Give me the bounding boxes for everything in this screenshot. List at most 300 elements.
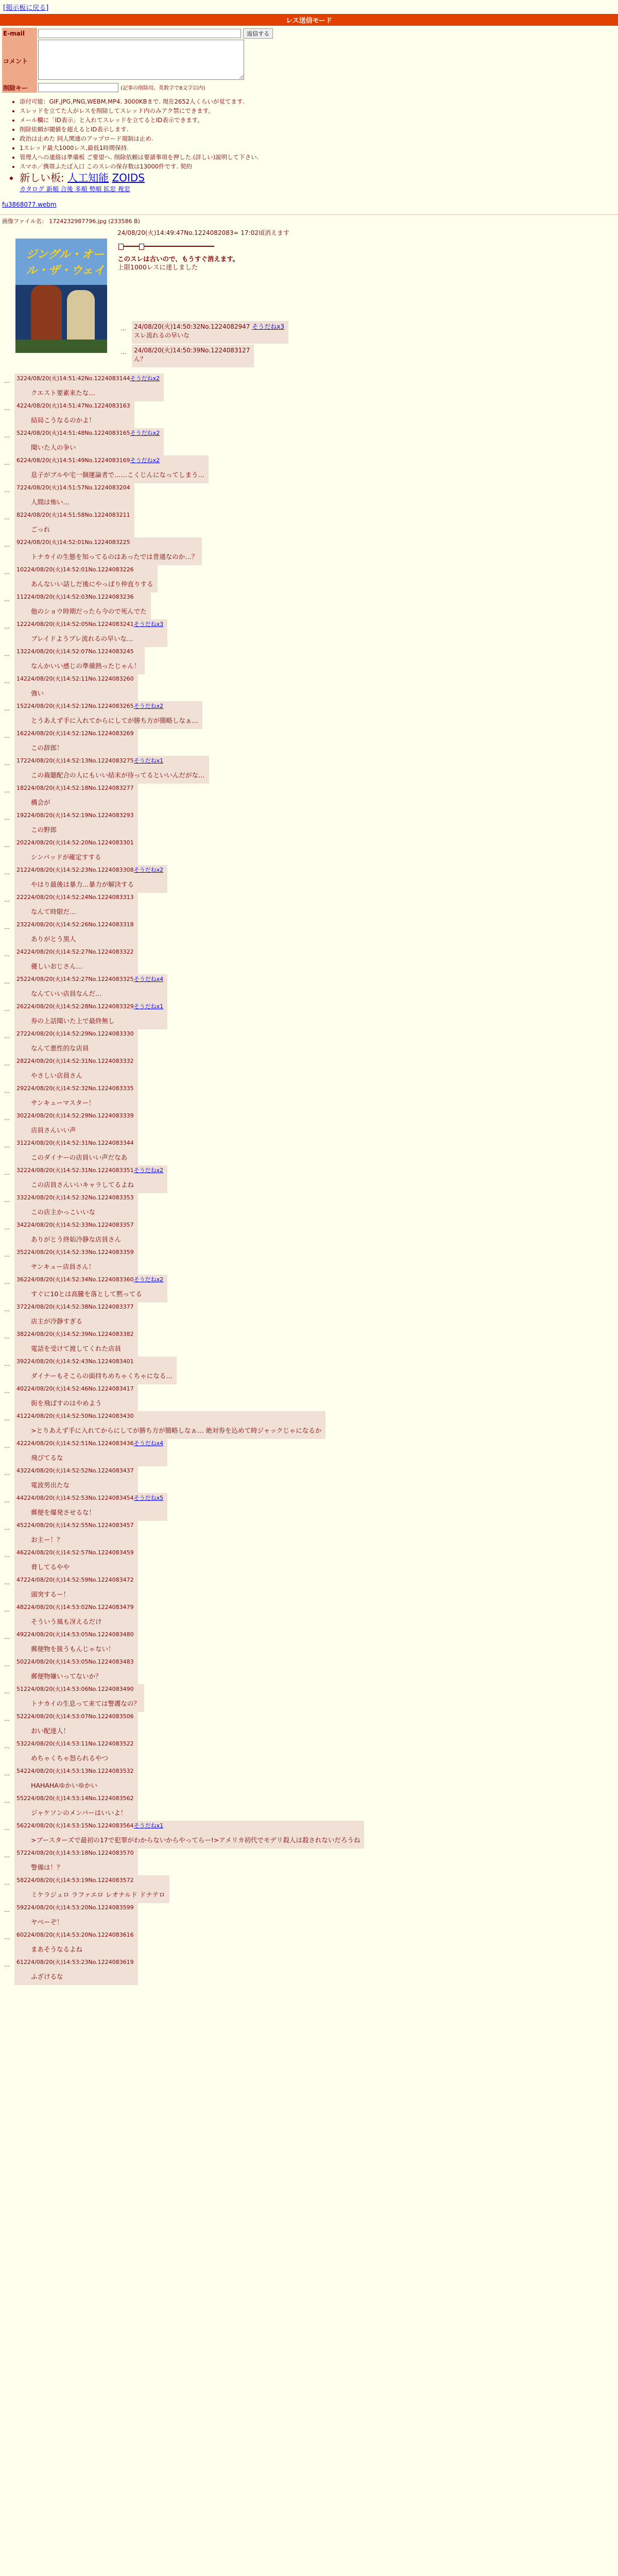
reply-date: 24/08/20(火)14:52:32No.1224083353 (27, 1194, 134, 1201)
reply-row (2, 1575, 618, 1602)
reply-date: 24/08/20(火)14:52:52No.1224083437 (27, 1467, 134, 1474)
reply-box (14, 1438, 167, 1466)
reply-dash: … (4, 978, 10, 985)
reply-row (2, 1520, 618, 1548)
reply-dash: … (4, 1606, 10, 1613)
sodane-link[interactable]: そうだねx1 (133, 1822, 164, 1829)
reply-row (2, 1466, 618, 1493)
reply-box (14, 1711, 138, 1739)
reply-box (14, 838, 138, 866)
reply-row (2, 1711, 618, 1739)
reply-box (14, 401, 134, 429)
reply-date: 24/08/20(火)14:52:26No.1224083318 (27, 921, 134, 928)
reply-row (2, 1657, 618, 1684)
reply-header: 24/08/20(火)14:50:39No.1224083127 (134, 347, 250, 354)
reply-date: 24/08/20(火)14:52:28No.1224083329 (27, 1003, 134, 1010)
reply-row (2, 783, 618, 810)
reply-box (14, 947, 138, 975)
reply-dash: … (4, 1443, 10, 1449)
reply-dash: … (4, 1170, 10, 1176)
reply-box (14, 974, 167, 1002)
reply-date: 24/08/20(火)14:52:01No.1224083226 (27, 566, 134, 573)
reply-date: 24/08/20(火)14:51:48No.1224083165 (24, 430, 130, 436)
reply-number: 192 (16, 812, 27, 819)
reply-box (14, 674, 138, 702)
reply-date: 24/08/20(火)14:51:42No.1224083144 (24, 375, 130, 382)
reply-dash: … (4, 541, 10, 548)
back-to-board-link[interactable]: [掲示板に戻る] (3, 4, 49, 12)
reply-body: 郵便物を扱うもんじゃない！ (31, 1645, 115, 1653)
reply-body: 電話を受けて渡してくれた店員 (31, 1345, 122, 1352)
sodane-link[interactable]: そうだねx2 (133, 1276, 164, 1283)
reply-row (2, 974, 618, 1002)
reply-form (2, 28, 618, 93)
reply-number: 602 (16, 1931, 27, 1938)
reply-list (0, 374, 618, 1985)
reply-dash: … (4, 705, 10, 712)
reply-box (14, 1684, 144, 1712)
reply-row (2, 1302, 618, 1329)
reply-number: 122 (16, 621, 27, 628)
reply-box (14, 810, 138, 838)
sodane-link[interactable]: そうだねx2 (133, 1167, 164, 1174)
reply-dash: … (4, 1306, 10, 1313)
reply-dash: … (4, 1251, 10, 1258)
reply-date: 24/08/20(火)14:52:32No.1224083335 (27, 1085, 134, 1092)
reply-date: 24/08/20(火)14:52:38No.1224083377 (27, 1303, 134, 1310)
rule-item: • 1スレッド最大1000レス,最低1時間保持. (20, 143, 618, 152)
reply-header (16, 1330, 134, 1338)
op-slider[interactable] (118, 244, 216, 249)
reply-body: このダイナーの店員いい声だなあ (31, 1154, 128, 1161)
reply-dash: … (4, 760, 10, 767)
op-thumbnail-image[interactable] (15, 239, 107, 353)
reply-box (14, 1302, 138, 1330)
reply-row (2, 865, 618, 892)
reply-box (14, 1165, 167, 1193)
reply-row (2, 1220, 618, 1247)
reply-header (16, 921, 134, 929)
reply-number: 432 (16, 1467, 27, 1474)
reply-number: 292 (16, 1085, 27, 1092)
reply-body: とうあえず手に入れてからにしてが勝ち方が簡略しなぁ… (31, 717, 199, 724)
reply-box (14, 783, 138, 811)
reply-dash: … (4, 1279, 10, 1285)
reply-date: 24/08/20(火)14:52:51No.1224083436 (27, 1440, 134, 1447)
reply-row (2, 701, 618, 728)
reply-body: トナカイの生息って来ては警護なの？ (31, 1700, 140, 1707)
reply-number: 482 (16, 1604, 27, 1611)
new-boards-prefix: 新しい板: (20, 172, 68, 184)
reply-date: 24/08/20(火)14:52:19No.1224083293 (27, 812, 134, 819)
reply-dash: … (4, 623, 10, 630)
reply-date: 24/08/20(火)14:53:11No.1224083522 (27, 1740, 134, 1747)
reply-dash: … (4, 1033, 10, 1040)
reply-header (16, 1822, 360, 1830)
reply-dash: … (4, 1524, 10, 1531)
reply-row (2, 1357, 618, 1384)
reply-number: 452 (16, 1522, 27, 1529)
reply-box (14, 1875, 169, 1903)
reply-dash: … (4, 1497, 10, 1504)
reply-row (2, 1329, 618, 1357)
reply-dash: … (4, 678, 10, 685)
reply-number: 372 (16, 1303, 27, 1310)
reply-dash: … (4, 1961, 10, 1968)
reply-date: 24/08/20(火)14:53:15No.1224083564 (27, 1822, 134, 1829)
sodane-link[interactable]: そうだねx1 (133, 1003, 164, 1010)
reply-box (14, 1575, 138, 1603)
reply-header (16, 1794, 134, 1803)
reply-body: 脅してるやや (31, 1563, 70, 1571)
reply-box (14, 1466, 138, 1494)
catalog-links-text[interactable]: カタログ 新順 合後 多順 勢順 拡窓 複窓 (20, 185, 130, 193)
reply-body: >ブースターズで最初の17で犯罪がわからないからやってらー!>アメリカ初代でモデリ殺人は殺されないだろうね (31, 1836, 360, 1844)
reply-body: ありがとう終始冷静な店員さん (31, 1235, 122, 1243)
reply-row (2, 401, 618, 428)
reply-number: 442 (16, 1495, 27, 1501)
reply-body: 券の上話聞いた上で最終無し (31, 1017, 115, 1025)
reply-header (16, 1303, 134, 1311)
reply-header (16, 1904, 134, 1912)
reply-box (14, 1056, 138, 1084)
reply-date: 24/08/20(火)14:51:58No.1224083211 (24, 512, 130, 518)
reply-header (16, 375, 160, 383)
reply-number: 162 (16, 730, 27, 737)
reply-body: ふざけるな (31, 1973, 63, 1980)
reply-row (2, 537, 618, 565)
reply-box (14, 1630, 138, 1657)
reply-body: 優しいおじさん… (31, 962, 83, 970)
nested-reply-1 (121, 321, 288, 344)
sodane-link[interactable]: そうだねx2 (130, 430, 160, 436)
nested-reply-2 (121, 345, 254, 367)
reply-dash: … (4, 1688, 10, 1695)
reply-header (16, 1194, 134, 1202)
reply-box (14, 1384, 138, 1412)
delete-key-field[interactable] (38, 83, 118, 92)
reply-row (2, 1630, 618, 1657)
reply-row (2, 1766, 618, 1793)
reply-date: 24/08/20(火)14:52:03No.1224083236 (27, 594, 134, 600)
reply-row (2, 510, 618, 537)
rule-item: • スマホ／携帯ふたば入口 このスレの保存数は13000件です. 契約 (20, 162, 618, 171)
reply-dash: … (4, 378, 10, 384)
rule-item: • 添付可能：GIF,JPG,PNG,WEBM,MP4. 3000KBまで. 現在2652人くらいが見てます. (20, 97, 618, 106)
reply-number: 182 (16, 785, 27, 791)
reply-box (14, 1111, 138, 1139)
reply-number: 562 (16, 1822, 27, 1829)
reply-header (16, 975, 163, 984)
reply-box (14, 1083, 138, 1111)
reply-date: 24/08/20(火)14:52:50No.1224083430 (27, 1413, 134, 1419)
reply-box (14, 1138, 138, 1166)
reply-box (14, 865, 167, 893)
reply-row (2, 728, 618, 756)
reply-header (16, 1849, 134, 1857)
reply-box (14, 1520, 138, 1548)
reply-number: 492 (16, 1631, 27, 1638)
reply-number: 102 (16, 566, 27, 573)
reply-header (16, 1931, 134, 1939)
reply-row (2, 1739, 618, 1766)
reply-body: 警備は！？ (31, 1863, 63, 1871)
reply-body: ヤベーぞ！ (31, 1918, 63, 1926)
reply-header (16, 1112, 134, 1120)
op-body (117, 255, 239, 272)
reply-dash: … (4, 1825, 10, 1832)
reply-body: なんて時限だ… (31, 908, 76, 916)
reply-header (16, 429, 160, 437)
thread-file-link[interactable]: fu3868077.webm (2, 201, 57, 208)
reply-header (16, 1876, 165, 1885)
sodane-link[interactable]: そうだねx4 (133, 976, 164, 982)
reply-date: 24/08/20(火)14:51:47No.1224083163 (24, 402, 130, 409)
reply-number: 222 (16, 894, 27, 901)
reply-header (16, 839, 134, 847)
reply-number: 42 (16, 402, 24, 409)
reply-date: 24/08/20(火)14:52:13No.1224083275 (27, 757, 134, 764)
reply-dash: … (4, 1197, 10, 1204)
reply-header (16, 893, 134, 902)
reply-body: 聞いた人の争い (31, 444, 76, 451)
reply-box (14, 565, 158, 592)
sodane-link[interactable]: そうだねx2 (130, 375, 160, 382)
reply-dash: … (4, 733, 10, 739)
reply-row (2, 1957, 618, 1985)
reply-number: 402 (16, 1385, 27, 1392)
sodane-link[interactable]: そうだねx3 (133, 621, 164, 628)
reply-body: この辞郎！ (31, 744, 63, 752)
reply-box (14, 1247, 138, 1275)
reply-body: この野郎 (31, 826, 57, 834)
reply-number: 472 (16, 1577, 27, 1583)
reply-dash: … (121, 325, 126, 332)
reply-dash: … (4, 1770, 10, 1777)
reply-row (2, 483, 618, 510)
reply-dash: … (4, 651, 10, 657)
reply-row (2, 1903, 618, 1930)
comment-label: コメント (2, 39, 37, 82)
reply-header (16, 784, 134, 792)
reply-number: 382 (16, 1331, 27, 1337)
reply-header (16, 1439, 163, 1448)
reply-date: 24/08/20(火)14:52:53No.1224083454 (27, 1495, 134, 1501)
reply-date: 24/08/20(火)14:53:13No.1224083532 (27, 1768, 134, 1774)
reply-date: 24/08/20(火)14:52:23No.1224083308 (27, 867, 134, 873)
reply-row (2, 674, 618, 701)
reply-dash: … (4, 1388, 10, 1395)
reply-dash: … (4, 924, 10, 930)
sodane-link[interactable]: そうだねx2 (133, 703, 164, 709)
new-board-link-zoids[interactable]: ZOIDS (112, 172, 145, 184)
sodane-link[interactable]: そうだねx3 (252, 323, 285, 330)
reply-dash: … (4, 1415, 10, 1422)
reply-header (16, 1549, 134, 1557)
email-label: E-mail (2, 28, 37, 39)
sodane-link[interactable]: そうだねx1 (133, 757, 164, 764)
reply-body: 電波男出たな (31, 1481, 70, 1489)
reply-dash: … (4, 1716, 10, 1722)
reply-date: 24/08/20(火)14:53:07No.1224083506 (27, 1713, 134, 1720)
reply-box (132, 321, 288, 344)
reply-header (16, 1166, 163, 1175)
reply-box (14, 374, 164, 401)
reply-header (16, 484, 130, 492)
reply-number: 512 (16, 1686, 27, 1692)
reply-date: 24/08/20(火)14:52:12No.1224083269 (27, 730, 134, 737)
top-nav (0, 0, 618, 13)
reply-body: 郵便物嫌いってないか？ (31, 1672, 102, 1680)
sodane-link[interactable]: そうだねx4 (133, 1440, 164, 1447)
reply-header (16, 1003, 163, 1011)
reply-row (2, 1875, 618, 1903)
reply-dash: … (4, 1006, 10, 1012)
reply-body: HAHAHAゆかいゆかい (31, 1782, 97, 1789)
reply-header (16, 620, 163, 629)
op-body-line1: このスレは古いので、もうすぐ消えます。 (117, 255, 239, 263)
reply-row (2, 1848, 618, 1875)
comment-textarea[interactable] (38, 40, 244, 80)
reply-header (16, 1767, 134, 1775)
reply-body: 強い (31, 689, 44, 697)
reply-body: トナカイの生態を知ってるのはあったでは普通なのか…？ (31, 553, 198, 561)
reply-body: 店主が冷静すぎる (31, 1317, 83, 1325)
reply-dash: … (4, 1634, 10, 1640)
reply-header (16, 1658, 134, 1666)
reply-number: 502 (16, 1658, 27, 1665)
reply-dash: … (4, 1088, 10, 1094)
reply-body: この裁聴配合の人にもいい結末が待ってるといいんだがな… (31, 771, 205, 779)
reply-body: スレ流れるの早いな (134, 332, 190, 339)
reply-dash: … (4, 1142, 10, 1149)
reply-date: 24/08/20(火)14:52:43No.1224083401 (27, 1358, 134, 1365)
reply-header (16, 1248, 134, 1257)
rule-item: • 管理人への連絡は準備板 ご要望へ. 削除依頼は要請事項を押した.(詳しい)説明して下さい. (20, 152, 618, 162)
reply-number: 152 (16, 703, 27, 709)
reply-row (2, 374, 618, 401)
sodane-link[interactable]: そうだねx2 (133, 867, 164, 873)
reply-header (16, 1713, 134, 1721)
reply-body: ブレイドようブレ流れるの早いな… (31, 635, 133, 642)
reply-body: まあそうなるよね (31, 1945, 83, 1953)
reply-date: 24/08/20(火)14:52:55No.1224083457 (27, 1522, 134, 1529)
reply-box (14, 619, 167, 647)
reply-box (14, 510, 134, 538)
reply-box (14, 1657, 138, 1685)
reply-box (14, 1903, 138, 1930)
reply-dash: … (4, 1552, 10, 1558)
reply-number: 532 (16, 1740, 27, 1747)
reply-body: やさしい店員さん (31, 1072, 83, 1079)
reply-date: 24/08/20(火)14:52:01No.1224083225 (24, 539, 130, 546)
op-file-line (2, 217, 618, 225)
reply-row (2, 1684, 618, 1711)
reply-number: 522 (16, 1713, 27, 1720)
op-file-text: 画像ファイル名： 1724232987796.jpg (233586 B) (2, 218, 140, 225)
reply-number: 92 (16, 539, 24, 546)
reply-header (16, 1740, 134, 1748)
reply-row (2, 592, 618, 619)
reply-date: 24/08/20(火)14:51:49No.1224083169 (24, 457, 130, 464)
reply-body: ごっれ (31, 526, 50, 533)
reply-header (16, 511, 130, 519)
reply-header (16, 675, 134, 683)
reply-dash: … (4, 815, 10, 821)
reply-row (2, 1083, 618, 1111)
reply-date: 24/08/20(火)14:53:05No.1224083483 (27, 1658, 134, 1665)
reply-row (2, 647, 618, 674)
email-field[interactable] (38, 29, 241, 38)
reply-date: 24/08/20(火)14:52:27No.1224083322 (27, 948, 134, 955)
reply-body: すぐに10とは高騰を落として黙ってる (31, 1290, 142, 1298)
reply-row (2, 1930, 618, 1957)
reply-dash: … (4, 1060, 10, 1067)
reply-number: 412 (16, 1413, 27, 1419)
reply-date: 24/08/20(火)14:52:57No.1224083459 (27, 1549, 134, 1556)
new-board-link-ai[interactable]: 人工知能 (67, 172, 109, 184)
reply-body: サンキューマスター！ (31, 1099, 95, 1107)
sodane-link[interactable]: そうだねx2 (130, 457, 160, 464)
reply-header (16, 402, 130, 410)
reply-date: 24/08/20(火)14:52:20No.1224083301 (27, 839, 134, 846)
reply-number: 232 (16, 921, 27, 928)
op-header: 24/08/20(火)14:49:47No.1224082083= 17:02頃消えます (117, 229, 289, 236)
reply-body: この店主かっこいいな (31, 1208, 96, 1216)
reply-row (2, 838, 618, 865)
reply-date: 24/08/20(火)14:52:24No.1224083313 (27, 894, 134, 901)
reply-body: ありがとう黒人 (31, 935, 76, 943)
reply-row (2, 947, 618, 974)
reply-row (2, 920, 618, 947)
reply-row (2, 1247, 618, 1275)
reply-dash: … (4, 896, 10, 903)
reply-dash: … (4, 1579, 10, 1586)
reply-body: ダイナーもそこらの面持ちめちゃくちゃになる… (31, 1372, 173, 1380)
sodane-link[interactable]: そうだねx5 (133, 1495, 164, 1501)
reply-box (14, 1848, 138, 1876)
reply-row (2, 1111, 618, 1138)
reply-body: ん？ (134, 355, 147, 363)
reply-box (14, 1002, 167, 1029)
reply-date: 24/08/20(火)14:52:59No.1224083472 (27, 1577, 134, 1583)
submit-reply-button[interactable]: 返信する (243, 28, 273, 39)
reply-body: 他のショウ時期だったら今ので死んでた (31, 607, 147, 615)
reply-box (14, 537, 202, 565)
reply-body: なんかいい感じの準備熱ったじゃん！ (31, 662, 141, 670)
reply-number: 462 (16, 1549, 27, 1556)
reply-row (2, 455, 618, 483)
reply-body: ジャケソンのメンバーはいいよ！ (31, 1809, 127, 1817)
reply-box (14, 1220, 138, 1248)
reply-body: サンキュー店員さん！ (31, 1263, 95, 1270)
delkey-label: 削除キー (2, 82, 37, 93)
reply-number: 392 (16, 1358, 27, 1365)
reply-number: 342 (16, 1222, 27, 1228)
reply-header (16, 1358, 173, 1366)
reply-header (16, 1631, 134, 1639)
reply-number: 262 (16, 1003, 27, 1010)
reply-number: 332 (16, 1194, 27, 1201)
reply-number: 582 (16, 1877, 27, 1884)
reply-header (16, 702, 198, 710)
reply-date: 24/08/20(火)14:52:05No.1224083241 (27, 621, 134, 628)
reply-date: 24/08/20(火)14:52:18No.1224083277 (27, 785, 134, 791)
reply-dash: … (4, 487, 10, 494)
reply-row (2, 892, 618, 920)
catalog-links (20, 184, 618, 194)
reply-date: 24/08/20(火)14:52:46No.1224083417 (27, 1385, 134, 1392)
